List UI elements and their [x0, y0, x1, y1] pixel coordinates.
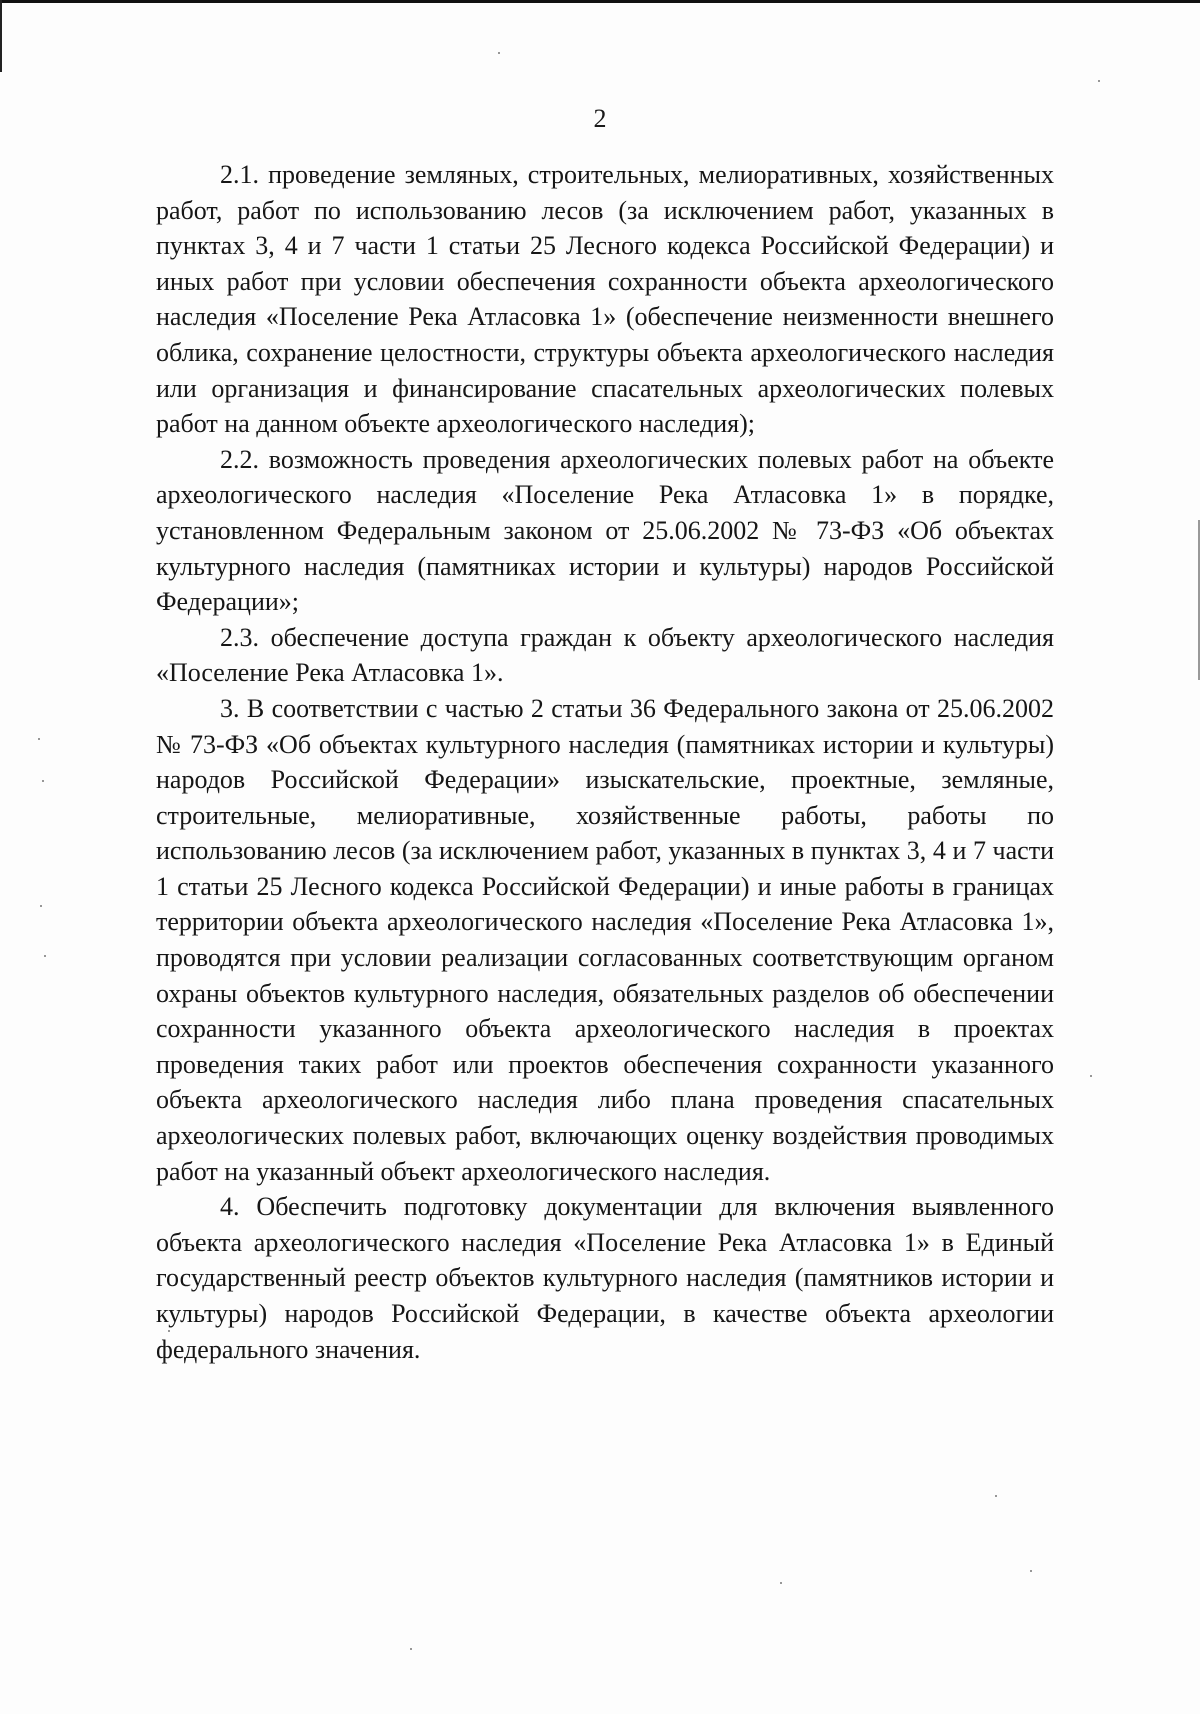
paragraph-3: 3. В соответствии с частью 2 статьи 36 Федерального закона от 25.06.2002 № 73-ФЗ «Об объектах культурного наследия (памятниках истории и культуры) народов Российской Федерации» изыскательские, проектные, земляные, строительные, мелиоративные, хозяйственные работы, работы по использованию лесов (за исключением работ, указанных в пунктах 3, 4 и 7 части 1 статьи 25 Лесного кодекса Российской Федерации) и иные работы в границах территории объекта археологического наследия «Поселение Река Атласовка 1», проводятся при условии реализации согласованных соответствующим органом охраны объектов культурного наследия, обязательных разделов об обеспечении сохранности указанного объекта археологического наследия в проектах проведения таких работ или проектов обеспечения сохранности указанного объекта археологического наследия либо плана проведения спасательных археологических полевых работ, включающих оценку воздействия проводимых работ на указанный объект археологического наследия. [156, 693, 1054, 1186]
scan-speck [1098, 80, 1100, 82]
paragraph-2-2: 2.2. возможность проведения археологических полевых работ на объекте археологического наследия «Поселение Река Атласовка 1» в порядке, установленном Федеральным законом от 25.06.2002 № 73-ФЗ «Об объектах культурного наследия (памятниках истории и культуры) народов Российской Федерации»; [156, 444, 1054, 617]
scan-speck [498, 52, 500, 54]
paragraph-2-3: 2.3. обеспечение доступа граждан к объекту археологического наследия «Поселение Река Атласовка 1». [156, 622, 1054, 688]
scan-speck [410, 1648, 412, 1650]
page-number: 2 [593, 104, 607, 133]
scan-speck [40, 905, 42, 907]
document-body [156, 157, 1054, 1367]
scan-speck [780, 1582, 782, 1584]
scan-edge-left [0, 0, 2, 72]
paragraph-4: 4. Обеспечить подготовку документации для включения выявленного объекта археологического наследия «Поселение Река Атласовка 1» в Единый государственный реестр объектов культурного наследия (памятников истории и культуры) народов Российской Федерации, в качестве объекта археологии федерального значения. [156, 1192, 1054, 1364]
scan-speck [38, 738, 40, 740]
paragraph-2-1: 2.1. проведение земляных, строительных, мелиоративных, хозяйственных работ, работ по использованию лесов (за исключением работ, указанных в пунктах 3, 4 и 7 части 1 статьи 25 Лесного кодекса Российской Федерации) и иных работ при условии обеспечения сохранности объекта археологического наследия «Поселение Река Атласовка 1» (обеспечение неизменности внешнего облика, сохранение целостности, структуры объекта археологического наследия или организация и финансирование спасательных археологических полевых работ на данном объекте археологического наследия); [156, 160, 1054, 439]
scan-speck [1090, 1075, 1092, 1077]
scan-speck [44, 955, 46, 957]
scan-speck [1030, 1570, 1032, 1572]
scan-speck [995, 1495, 997, 1497]
scan-edge-top [0, 0, 1200, 3]
scan-speck [42, 780, 44, 782]
